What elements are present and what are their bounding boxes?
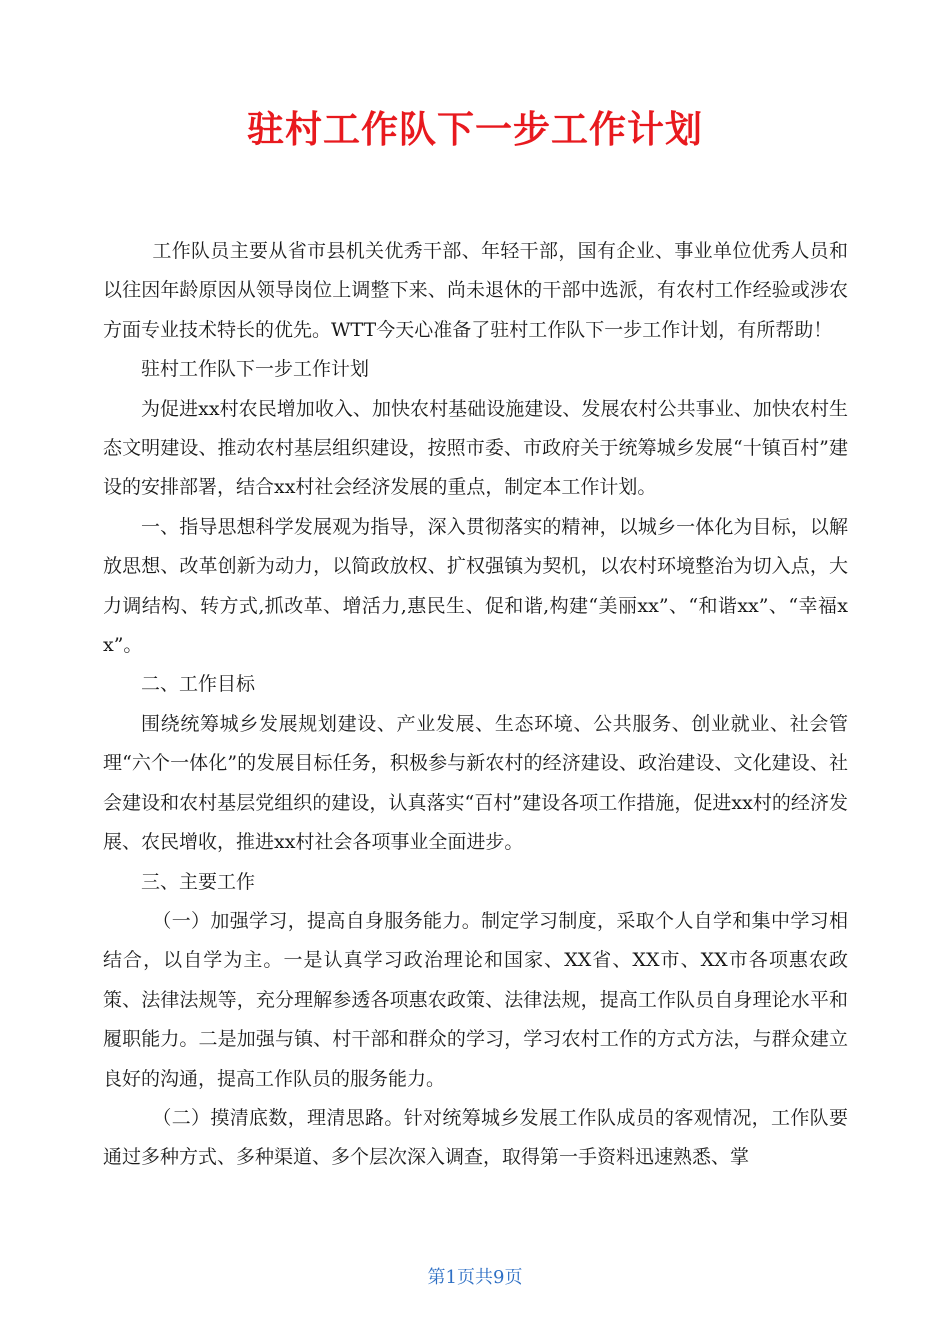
page-indicator: 第1页共9页 (427, 1267, 523, 1288)
paragraph-guiding-ideology: 一、指导思想科学发展观为指导，深入贯彻落实的精神，以城乡一体化为目标，以解放思想、改革创新为动力，以简政放权、扩权强镇为契机，以农村环境整治为切入点，大力调结构、转方式,抓改革、增活力,惠民生、促和谐,构建“美丽xx”、“和谐xx”、“幸福xx”。 (103, 515, 848, 657)
heading-work-goals: 二、工作目标 (141, 673, 256, 696)
heading-main-work: 三、主要工作 (141, 870, 256, 893)
paragraph-work-goals: 围绕统筹城乡发展规划建设、产业发展、生态环境、公共服务、创业就业、社会管理“六个一体化”的发展目标任务，积极参与新农村的经济建设、政治建设、文化建设、社会建设和农村基层党组织的建设，认真落实“百村”建设各项工作措施，促进xx村的经济发展、农民增收，推进xx村社会各项事业全面进步。 (103, 712, 848, 854)
paragraph-subtitle: 驻村工作队下一步工作计划 (141, 358, 370, 381)
paragraph-study: （一）加强学习，提高自身服务能力。制定学习制度，采取个人自学和集中学习相结合，以自学为主。一是认真学习政治理论和国家、XX省、XX市、XX市各项惠农政策、法律法规等，充分理解参透各项惠农政策、法律法规，提高工作队员自身理论水平和履职能力。二是加强与镇、村干部和群众的学习，学习农村工作的方式方法，与群众建立良好的沟通，提高工作队员的服务能力。 (103, 909, 848, 1090)
document-title: 驻村工作队下一步工作计划 (247, 108, 703, 151)
paragraph-survey: （二）摸清底数，理清思路。针对统筹城乡发展工作队成员的客观情况，工作队要通过多种方式、多种渠道、多个层次深入调查，取得第一手资料迅速熟悉、掌 (103, 1106, 848, 1169)
paragraph-purpose: 为促进xx村农民增加收入、加快农村基础设施建设、发展农村公共事业、加快农村生态文明建设、推动农村基层组织建设，按照市委、市政府关于统筹城乡发展“十镇百村”建设的安排部署，结合xx村社会经济发展的重点，制定本工作计划。 (103, 397, 848, 499)
paragraph-intro: 工作队员主要从省市县机关优秀干部、年轻干部，国有企业、事业单位优秀人员和以往因年龄原因从领导岗位上调整下来、尚未退休的干部中选派，有农村工作经验或涉农方面专业技术特长的优先。WTT今天心准备了驻村工作队下一步工作计划，有所帮助！ (103, 240, 848, 341)
document-body (103, 232, 848, 1178)
